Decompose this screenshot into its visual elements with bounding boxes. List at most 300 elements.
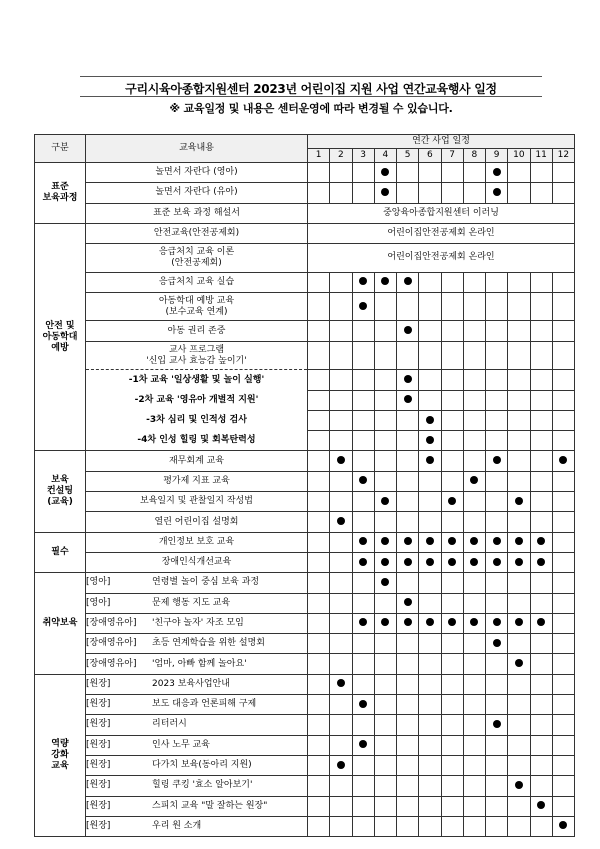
month-cell-7 <box>441 370 463 390</box>
month-cell-1 <box>308 390 330 410</box>
table-row <box>35 370 575 390</box>
month-cell-12 <box>552 776 574 796</box>
month-cell-2 <box>330 674 352 694</box>
month-cell-11 <box>530 695 552 715</box>
item-cell <box>86 654 308 674</box>
month-cell-6 <box>419 755 441 775</box>
target-tag: [원장] <box>86 678 111 689</box>
month-cell-3 <box>352 613 374 633</box>
month-cell-2 <box>330 715 352 735</box>
month-cell-12 <box>552 512 574 532</box>
month-cell-8 <box>463 573 485 593</box>
month-cell-2 <box>330 163 352 183</box>
month-cell-11 <box>530 321 552 341</box>
month-cell-3 <box>352 390 374 410</box>
month-cell-7 <box>441 272 463 292</box>
month-cell-12 <box>552 183 574 203</box>
target-tag: [원장] <box>86 820 111 831</box>
month-cell-8 <box>463 735 485 755</box>
month-cell-10 <box>508 776 530 796</box>
scheduled-dot <box>426 436 434 444</box>
target-tag: [영아] <box>86 577 111 588</box>
month-cell-12 <box>552 471 574 491</box>
month-cell-5 <box>397 321 419 341</box>
month-cell-12 <box>552 341 574 370</box>
target-tag: [원장] <box>86 800 111 811</box>
item-cell: 표준 보육 과정 해설서 <box>86 203 308 223</box>
month-cell-6 <box>419 532 441 552</box>
month-cell-1 <box>308 552 330 572</box>
month-cell-6 <box>419 613 441 633</box>
month-cell-7 <box>441 410 463 430</box>
header-month-2: 2 <box>330 149 352 163</box>
item-text: 스피치 교육 "말 잘하는 원장" <box>152 800 268 811</box>
month-cell-3 <box>352 341 374 370</box>
month-cell-12 <box>552 715 574 735</box>
scheduled-dot <box>404 618 412 626</box>
item-text: 2023 보육사업안내 <box>152 678 230 689</box>
scheduled-dot <box>337 679 345 687</box>
table-row <box>35 715 575 735</box>
month-cell-10 <box>508 715 530 735</box>
item-cell: 보육일지 및 관찰일지 작성법 <box>86 492 308 512</box>
scheduled-dot <box>470 537 478 545</box>
month-cell-12 <box>552 593 574 613</box>
month-cell-1 <box>308 796 330 816</box>
scheduled-dot <box>515 558 523 566</box>
month-cell-2 <box>330 492 352 512</box>
item-cell <box>86 715 308 735</box>
document-subtitle: ※ 교육일정 및 내용은 센터운영에 따라 변경될 수 있습니다. <box>169 102 453 115</box>
month-cell-4 <box>374 755 396 775</box>
month-cell-9 <box>486 674 508 694</box>
item-text: 보도 대응과 언론피해 구제 <box>152 699 257 710</box>
month-cell-10 <box>508 532 530 552</box>
month-cell-8 <box>463 321 485 341</box>
table-row <box>35 272 575 292</box>
month-cell-6 <box>419 451 441 471</box>
month-cell-10 <box>508 613 530 633</box>
month-cell-4 <box>374 492 396 512</box>
month-cell-3 <box>352 816 374 836</box>
month-cell-1 <box>308 292 330 321</box>
header-month-6: 6 <box>419 149 441 163</box>
month-cell-12 <box>552 390 574 410</box>
month-cell-3 <box>352 695 374 715</box>
month-cell-6 <box>419 512 441 532</box>
header-month-1: 1 <box>308 149 330 163</box>
month-cell-1 <box>308 431 330 451</box>
target-tag: [장애영유아] <box>86 617 137 628</box>
month-cell-8 <box>463 390 485 410</box>
month-cell-8 <box>463 292 485 321</box>
month-cell-4 <box>374 370 396 390</box>
month-cell-8 <box>463 410 485 430</box>
month-cell-5 <box>397 552 419 572</box>
scheduled-dot <box>470 618 478 626</box>
month-cell-4 <box>374 695 396 715</box>
month-cell-7 <box>441 163 463 183</box>
month-cell-9 <box>486 593 508 613</box>
month-cell-1 <box>308 341 330 370</box>
month-cell-2 <box>330 272 352 292</box>
month-cell-5 <box>397 715 419 735</box>
month-cell-12 <box>552 292 574 321</box>
month-cell-11 <box>530 341 552 370</box>
scheduled-dot <box>559 821 567 829</box>
month-cell-12 <box>552 410 574 430</box>
scheduled-dot <box>381 168 389 176</box>
month-cell-10 <box>508 451 530 471</box>
month-cell-11 <box>530 634 552 654</box>
month-cell-5 <box>397 431 419 451</box>
month-cell-2 <box>330 634 352 654</box>
item-cell: 재무회계 교육 <box>86 451 308 471</box>
month-cell-12 <box>552 634 574 654</box>
scheduled-dot <box>404 558 412 566</box>
month-cell-7 <box>441 715 463 735</box>
month-cell-8 <box>463 272 485 292</box>
month-cell-9 <box>486 695 508 715</box>
month-cell-8 <box>463 451 485 471</box>
month-cell-1 <box>308 695 330 715</box>
target-tag: [원장] <box>86 699 111 710</box>
category-cell: 안전 및 아동학대 예방 <box>35 223 86 451</box>
month-cell-10 <box>508 654 530 674</box>
scheduled-dot <box>493 537 501 545</box>
month-cell-11 <box>530 593 552 613</box>
header-top-rule <box>80 76 542 77</box>
month-cell-6 <box>419 370 441 390</box>
month-cell-10 <box>508 755 530 775</box>
scheduled-dot <box>404 395 412 403</box>
month-cell-7 <box>441 512 463 532</box>
month-cell-5 <box>397 390 419 410</box>
scheduled-dot <box>359 476 367 484</box>
table-row <box>35 634 575 654</box>
scheduled-dot <box>537 537 545 545</box>
table-row <box>35 163 575 183</box>
table-row <box>35 321 575 341</box>
month-cell-8 <box>463 552 485 572</box>
month-cell-5 <box>397 451 419 471</box>
scheduled-dot <box>515 618 523 626</box>
table-row <box>35 492 575 512</box>
month-cell-7 <box>441 390 463 410</box>
scheduled-dot <box>426 618 434 626</box>
month-cell-6 <box>419 431 441 451</box>
month-cell-5 <box>397 183 419 203</box>
month-cell-6 <box>419 695 441 715</box>
month-cell-10 <box>508 492 530 512</box>
month-cell-9 <box>486 776 508 796</box>
month-cell-12 <box>552 755 574 775</box>
month-cell-11 <box>530 816 552 836</box>
category-cell: 취약보육 <box>35 573 86 674</box>
item-cell <box>86 796 308 816</box>
month-cell-3 <box>352 512 374 532</box>
month-cell-3 <box>352 552 374 572</box>
month-cell-3 <box>352 755 374 775</box>
month-cell-2 <box>330 695 352 715</box>
month-cell-8 <box>463 341 485 370</box>
month-cell-2 <box>330 573 352 593</box>
month-cell-8 <box>463 695 485 715</box>
month-cell-11 <box>530 390 552 410</box>
month-cell-2 <box>330 370 352 390</box>
month-cell-8 <box>463 613 485 633</box>
item-cell: 열린 어린이집 설명회 <box>86 512 308 532</box>
month-cell-9 <box>486 492 508 512</box>
month-cell-2 <box>330 390 352 410</box>
month-cell-7 <box>441 816 463 836</box>
month-cell-12 <box>552 573 574 593</box>
header-month-7: 7 <box>441 149 463 163</box>
month-cell-12 <box>552 613 574 633</box>
month-cell-5 <box>397 573 419 593</box>
table-row <box>35 471 575 491</box>
table-row <box>35 244 575 273</box>
month-cell-11 <box>530 613 552 633</box>
table-row <box>35 410 575 430</box>
month-cell-3 <box>352 776 374 796</box>
month-cell-11 <box>530 163 552 183</box>
month-cell-3 <box>352 410 374 430</box>
month-cell-3 <box>352 321 374 341</box>
month-cell-1 <box>308 471 330 491</box>
scheduled-dot <box>359 558 367 566</box>
month-cell-9 <box>486 431 508 451</box>
month-cell-7 <box>441 183 463 203</box>
month-cell-2 <box>330 431 352 451</box>
month-cell-7 <box>441 321 463 341</box>
month-cell-9 <box>486 613 508 633</box>
month-cell-4 <box>374 390 396 410</box>
month-cell-4 <box>374 272 396 292</box>
month-cell-1 <box>308 816 330 836</box>
month-cell-10 <box>508 272 530 292</box>
table-row <box>35 532 575 552</box>
month-cell-3 <box>352 431 374 451</box>
month-cell-7 <box>441 695 463 715</box>
item-cell: 평가제 지표 교육 <box>86 471 308 491</box>
scheduled-dot <box>493 720 501 728</box>
scheduled-dot <box>404 326 412 334</box>
month-cell-9 <box>486 390 508 410</box>
month-cell-2 <box>330 451 352 471</box>
header-mid-rule <box>80 96 542 97</box>
month-cell-7 <box>441 654 463 674</box>
item-text: 리터러시 <box>152 719 187 730</box>
month-cell-7 <box>441 735 463 755</box>
month-cell-6 <box>419 654 441 674</box>
month-cell-10 <box>508 163 530 183</box>
header-month-11: 11 <box>530 149 552 163</box>
month-cell-2 <box>330 471 352 491</box>
target-tag: [원장] <box>86 760 111 771</box>
month-cell-4 <box>374 674 396 694</box>
month-cell-8 <box>463 593 485 613</box>
month-cell-6 <box>419 552 441 572</box>
month-cell-11 <box>530 755 552 775</box>
month-cell-11 <box>530 552 552 572</box>
month-cell-4 <box>374 634 396 654</box>
month-cell-8 <box>463 370 485 390</box>
month-cell-4 <box>374 573 396 593</box>
month-cell-12 <box>552 532 574 552</box>
scheduled-dot <box>537 558 545 566</box>
month-cell-10 <box>508 321 530 341</box>
month-cell-1 <box>308 532 330 552</box>
item-cell: 아동학대 예방 교육 (보수교육 연계) <box>86 292 308 321</box>
month-cell-10 <box>508 796 530 816</box>
month-cell-5 <box>397 492 419 512</box>
month-cell-3 <box>352 451 374 471</box>
scheduled-dot <box>426 537 434 545</box>
month-cell-4 <box>374 163 396 183</box>
month-cell-12 <box>552 431 574 451</box>
category-cell: 보육 컨설팅 (교육) <box>35 451 86 532</box>
table-row <box>35 695 575 715</box>
scheduled-dot <box>381 558 389 566</box>
table-row <box>35 390 575 410</box>
month-cell-4 <box>374 292 396 321</box>
month-cell-10 <box>508 512 530 532</box>
month-cell-1 <box>308 183 330 203</box>
month-cell-5 <box>397 816 419 836</box>
month-cell-9 <box>486 451 508 471</box>
scheduled-dot <box>381 277 389 285</box>
table-row <box>35 203 575 223</box>
table-row <box>35 613 575 633</box>
month-cell-2 <box>330 796 352 816</box>
header-month-8: 8 <box>463 149 485 163</box>
month-cell-9 <box>486 634 508 654</box>
month-cell-3 <box>352 735 374 755</box>
scheduled-dot <box>381 497 389 505</box>
scheduled-dot <box>359 740 367 748</box>
month-cell-5 <box>397 341 419 370</box>
scheduled-dot <box>337 517 345 525</box>
scheduled-dot <box>493 639 501 647</box>
month-cell-2 <box>330 292 352 321</box>
target-tag: [장애영유아] <box>86 638 137 649</box>
schedule-span-text: 어린이집안전공제회 온라인 <box>308 244 575 273</box>
month-cell-9 <box>486 552 508 572</box>
month-cell-8 <box>463 654 485 674</box>
scheduled-dot <box>470 558 478 566</box>
month-cell-10 <box>508 431 530 451</box>
month-cell-7 <box>441 573 463 593</box>
item-text: 초등 연계학습을 위한 설명회 <box>152 638 265 649</box>
month-cell-1 <box>308 755 330 775</box>
month-cell-1 <box>308 163 330 183</box>
month-cell-10 <box>508 183 530 203</box>
item-text: 우리 원 소개 <box>152 820 202 831</box>
month-cell-3 <box>352 163 374 183</box>
month-cell-1 <box>308 370 330 390</box>
month-cell-2 <box>330 654 352 674</box>
month-cell-4 <box>374 512 396 532</box>
month-cell-11 <box>530 735 552 755</box>
month-cell-9 <box>486 341 508 370</box>
scheduled-dot <box>426 456 434 464</box>
month-cell-11 <box>530 471 552 491</box>
month-cell-9 <box>486 532 508 552</box>
month-cell-5 <box>397 796 419 816</box>
item-cell: 교사 프로그램 '신입 교사 효능감 높이기' <box>86 341 308 370</box>
month-cell-3 <box>352 183 374 203</box>
month-cell-7 <box>441 613 463 633</box>
month-cell-5 <box>397 370 419 390</box>
scheduled-dot <box>493 618 501 626</box>
month-cell-5 <box>397 593 419 613</box>
month-cell-2 <box>330 552 352 572</box>
item-cell <box>86 674 308 694</box>
header-schedule: 연간 사업 일정 <box>308 135 575 149</box>
item-cell <box>86 755 308 775</box>
month-cell-10 <box>508 292 530 321</box>
month-cell-5 <box>397 532 419 552</box>
scheduled-dot <box>515 659 523 667</box>
month-cell-9 <box>486 816 508 836</box>
month-cell-1 <box>308 735 330 755</box>
month-cell-2 <box>330 341 352 370</box>
scheduled-dot <box>493 456 501 464</box>
month-cell-6 <box>419 410 441 430</box>
month-cell-4 <box>374 471 396 491</box>
month-cell-5 <box>397 776 419 796</box>
month-cell-3 <box>352 272 374 292</box>
month-cell-2 <box>330 755 352 775</box>
month-cell-2 <box>330 532 352 552</box>
item-cell: 개인정보 보호 교육 <box>86 532 308 552</box>
table-row <box>35 796 575 816</box>
item-cell: 아동 권리 존중 <box>86 321 308 341</box>
item-text: 다가치 보육(동아리 지원) <box>152 760 252 771</box>
month-cell-5 <box>397 272 419 292</box>
month-cell-5 <box>397 163 419 183</box>
item-cell <box>86 634 308 654</box>
month-cell-11 <box>530 410 552 430</box>
header-month-9: 9 <box>486 149 508 163</box>
month-cell-8 <box>463 492 485 512</box>
month-cell-1 <box>308 451 330 471</box>
scheduled-dot <box>381 188 389 196</box>
month-cell-12 <box>552 451 574 471</box>
month-cell-8 <box>463 776 485 796</box>
scheduled-dot <box>404 537 412 545</box>
month-cell-12 <box>552 695 574 715</box>
month-cell-7 <box>441 634 463 654</box>
month-cell-2 <box>330 321 352 341</box>
month-cell-4 <box>374 654 396 674</box>
scheduled-dot <box>448 537 456 545</box>
month-cell-9 <box>486 755 508 775</box>
month-cell-9 <box>486 321 508 341</box>
scheduled-dot <box>381 537 389 545</box>
category-cell: 표준 보육과정 <box>35 163 86 224</box>
scheduled-dot <box>337 456 345 464</box>
month-cell-2 <box>330 776 352 796</box>
month-cell-5 <box>397 634 419 654</box>
month-cell-1 <box>308 674 330 694</box>
month-cell-5 <box>397 735 419 755</box>
month-cell-11 <box>530 512 552 532</box>
month-cell-6 <box>419 735 441 755</box>
month-cell-4 <box>374 183 396 203</box>
month-cell-6 <box>419 674 441 694</box>
